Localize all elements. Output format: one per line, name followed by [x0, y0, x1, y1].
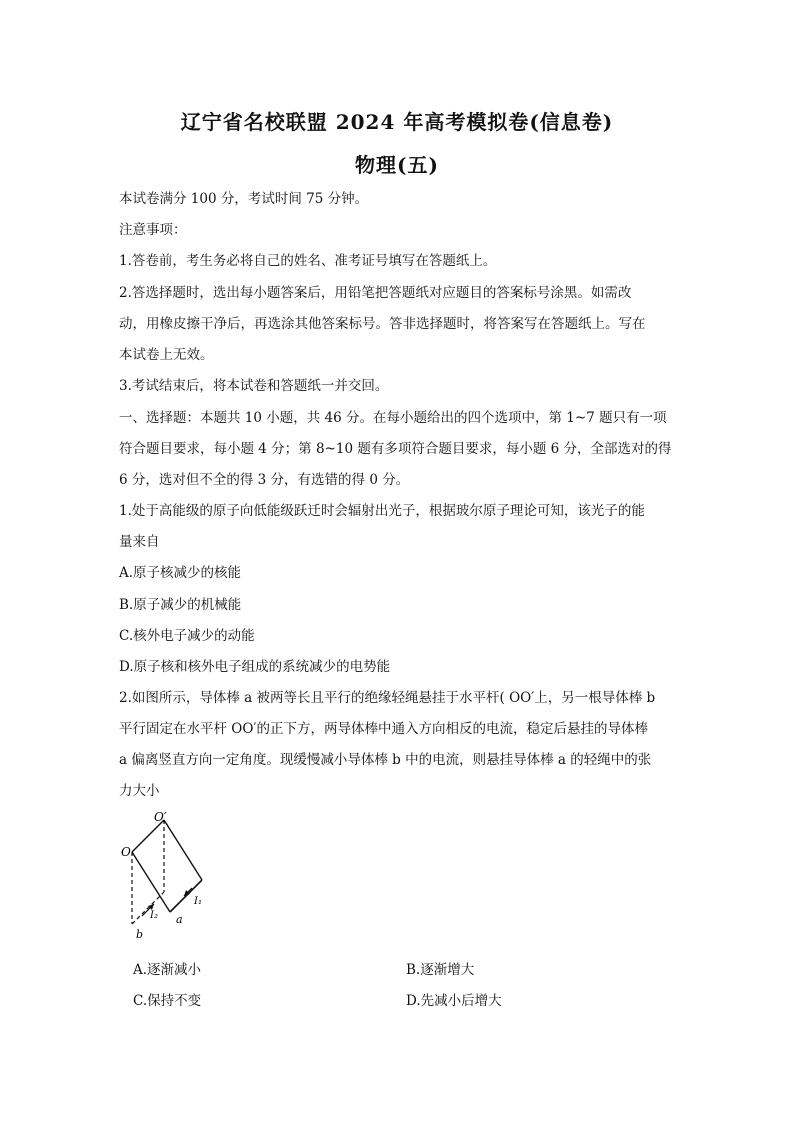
notes-heading: 注意事项： [119, 222, 187, 238]
section-1-line-3: 6 分，选对但不全的得 3 分，有选错的得 0 分。 [119, 472, 410, 488]
note-item-2-line-1: 2.答选择题时，选出每小题答案后，用铅笔把答题纸对应题目的答案标号涂黑。如需改 [119, 285, 632, 301]
section-1-line-2: 符合题目要求，每小题 4 分；第 8~10 题有多项符合题目要求，每小题 6 分，全部选对的得 [119, 441, 672, 457]
q2-stem-line-3: a 偏离竖直方向一定角度。现缓慢减小导体棒 b 中的电流，则悬挂导体棒 a 的轻绳中的张 [119, 752, 652, 768]
note-item-2-line-3: 本试卷上无效。 [119, 347, 214, 363]
rope-2 [164, 820, 202, 880]
label-i2: I₂ [150, 910, 158, 921]
label-i1: I₁ [194, 896, 202, 907]
q2-stem-line-4: 力大小 [119, 783, 160, 799]
q2-stem-line-2: 平行固定在水平杆 OO′的正下方，两导体棒中通入方向相反的电流，稳定后悬挂的导体棒 [119, 721, 648, 737]
label-o: O [121, 845, 131, 859]
label-b: b [136, 928, 144, 941]
rope-1 [132, 852, 170, 912]
q1-stem-line-1: 1.处于高能级的原子向低能级跃迁时会辐射出光子，根据玻尔原子理论可知，该光子的能 [119, 503, 645, 519]
q2-option-c: C.保持不变 [133, 993, 202, 1009]
q2-stem-line-1: 2.如图所示，导体棒 a 被两等长且平行的绝缘轻绳悬挂于水平杆( OO′上，另一根导体棒 b [119, 690, 656, 706]
q2-option-d: D.先减小后增大 [406, 993, 502, 1009]
q1-stem-line-2: 量来自 [119, 534, 160, 550]
q1-option-c: C.核外电子减少的动能 [119, 628, 255, 644]
label-o-prime: O′ [154, 812, 167, 824]
q2-option-a: A.逐渐减小 [133, 962, 202, 978]
note-item-2-line-2: 动，用橡皮擦干净后，再选涂其他答案标号。答非选择题时，将答案写在答题纸上。写在 [119, 316, 646, 332]
q1-option-b: B.原子减少的机械能 [119, 597, 242, 613]
exam-subtitle: 物理(五) [355, 153, 439, 177]
q2-option-b: B.逐渐增大 [406, 962, 475, 978]
section-1-line-1: 一、选择题：本题共 10 小题，共 46 分。在每小题给出的四个选项中，第 1~7 题只有一项 [119, 410, 667, 426]
q1-option-a: A.原子核减少的核能 [119, 565, 242, 581]
intro-text: 本试卷满分 100 分，考试时间 75 分钟。 [119, 191, 369, 207]
note-item-1: 1.答卷前，考生务必将自己的姓名、准考证号填写在答题纸上。 [119, 253, 497, 269]
q1-option-d: D.原子核和核外电子组成的系统减少的电势能 [119, 659, 391, 675]
conductor-b [132, 892, 164, 924]
exam-title: 辽宁省名校联盟 2024 年高考模拟卷(信息卷) [180, 110, 614, 134]
note-item-3: 3.考试结束后，将本试卷和答题纸一并交回。 [119, 378, 389, 394]
horizontal-rod [132, 820, 164, 852]
q2-figure [118, 812, 218, 942]
label-a: a [176, 913, 183, 926]
